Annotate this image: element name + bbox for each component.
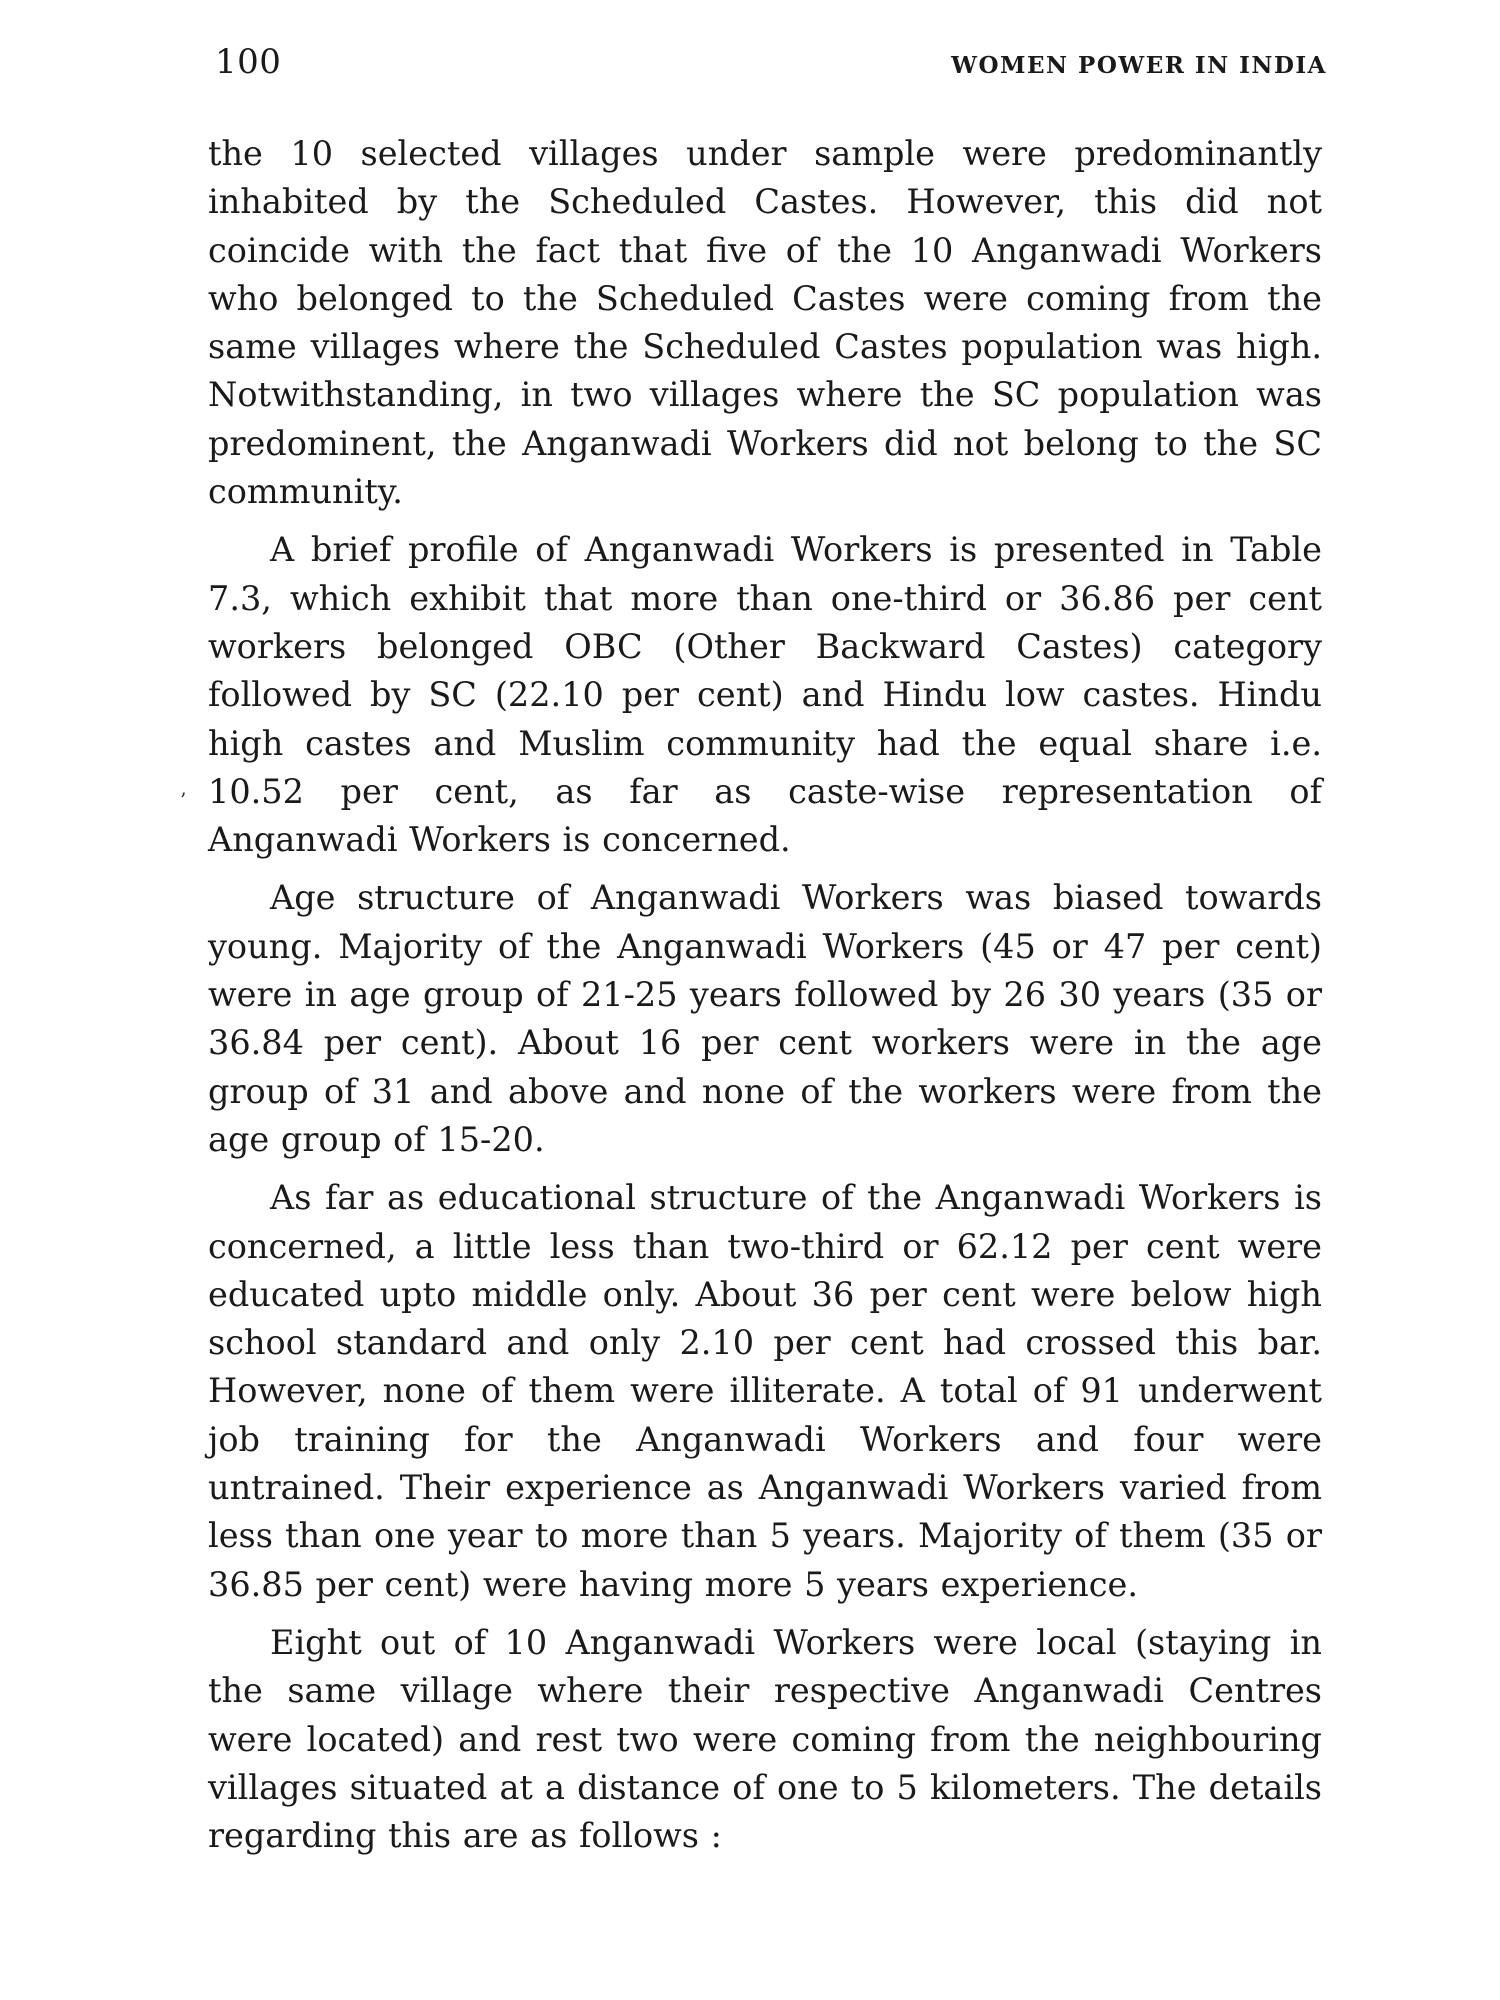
margin-tick-mark: ’ bbox=[180, 788, 187, 812]
running-head bbox=[215, 42, 1327, 92]
body-text bbox=[208, 130, 1322, 1870]
paragraph-continued: the 10 selected villages under sample were predominantly inhabited by the Scheduled Castes. However, this did not coincide with the fact that five of the 10 Anganwadi Workers who belonged to the Scheduled Castes were coming from the same villages where the Scheduled Castes population was high. Notwithstanding, in two villages where the SC population was predominent, the Anganwadi Workers did not belong to the SC community. bbox=[208, 134, 1322, 512]
page-number: 100 bbox=[215, 42, 282, 82]
paragraph-education: As far as educational structure of the Anganwadi Workers is concerned, a little less than two-third or 62.12 per cent were educated upto middle only. About 36 per cent were below high school standard and only 2.10 per cent had crossed this bar. However, none of them were illiterate. A total of 91 underwent job training for the Anganwadi Workers and four were untrained. Their experience as Anganwadi Workers varied from less than one year to more than 5 years. Majority of them (35 or 36.85 per cent) were having more 5 years experience. bbox=[208, 1178, 1322, 1604]
paragraph-locality: Eight out of 10 Anganwadi Workers were local (staying in the same village where their respective Anganwadi Centres were located) and rest two were coming from the neighbouring villages situated at a distance of one to 5 kilometers. The details regarding this are as follows : bbox=[208, 1622, 1322, 1856]
book-title: WOMEN POWER IN INDIA bbox=[951, 52, 1327, 79]
paragraph-profile: A brief profile of Anganwadi Workers is presented in Table 7.3, which exhibit that more than one-third or 36.86 per cent workers belonged OBC (Other Backward Castes) category followed by SC (22.10 per cent) and Hindu low castes. Hindu high castes and Muslim community had the equal share i.e. 10.52 per cent, as far as caste-wise representation of Anganwadi Workers is concerned. bbox=[208, 530, 1322, 860]
paragraph-age-structure: Age structure of Anganwadi Workers was biased towards young. Majority of the Anganwadi Workers (45 or 47 per cent) were in age group of 21-25 years followed by 26 30 years (35 or 36.84 per cent). About 16 per cent workers were in the age group of 31 and above and none of the workers were from the age group of 15-20. bbox=[208, 878, 1322, 1159]
